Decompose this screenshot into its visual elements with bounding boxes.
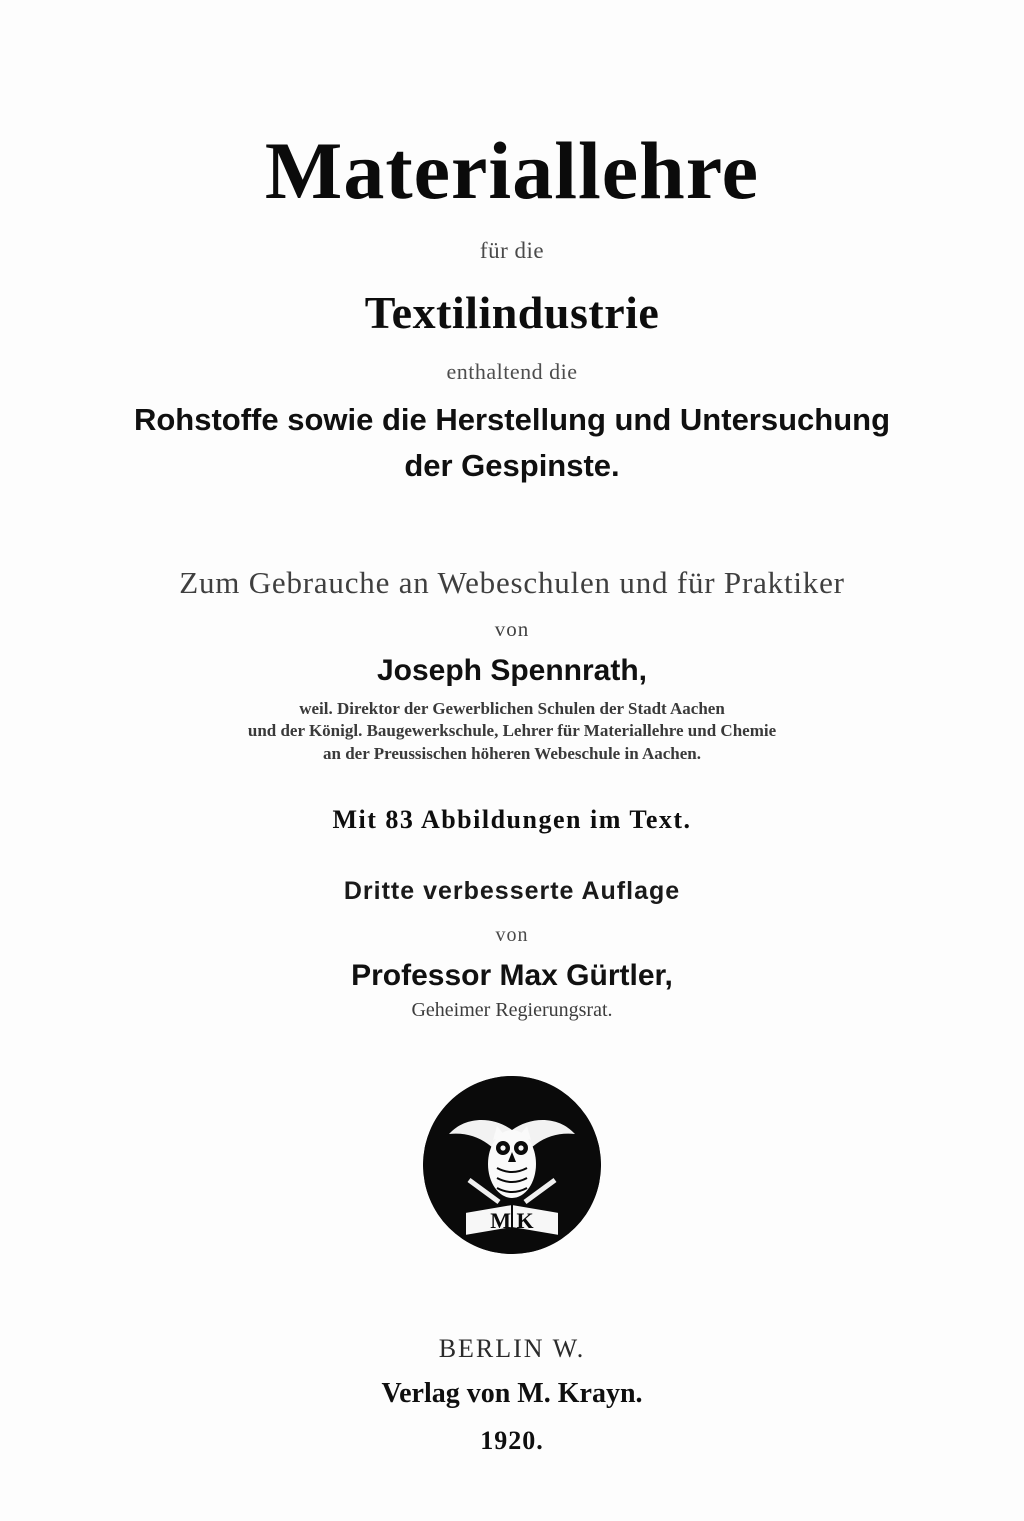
containing-line: enthaltend die [446,359,578,384]
by-label-author: von [494,616,530,641]
scope-line-2: der Gespinste. [404,447,620,483]
editor-role: Geheimer Regierungsrat. [411,999,613,1021]
owl-on-book-icon [423,1076,601,1254]
publisher-name: Verlag von M. Krayn. [381,1378,643,1409]
author-role-line-2: und der Königl. Baugewerkschule, Lehrer für Materiallehre und Chemie [247,721,777,741]
figures-note: Mit 83 Abbildungen im Text. [332,805,692,834]
editor-name: Professor Max Gürtler, [351,959,673,992]
publisher-emblem-container [0,1076,1024,1254]
publisher-city: BERLIN W. [438,1334,586,1363]
page-subtitle: Textilindustrie [364,287,660,338]
usage-line: Zum Gebrauche an Webeschulen und für Praktiker [179,564,845,600]
author-role-line-3: an der Preussischen höheren Webeschule in Aachen. [323,743,701,763]
edition-statement: Dritte verbesserte Auflage [343,877,681,905]
page-title: Materiallehre [264,125,760,216]
emblem-book-letters: M K [490,1208,534,1233]
author-name: Joseph Spennrath, [376,653,648,687]
publication-year: 1920. [480,1426,544,1455]
scope-line-1: Rohstoffe sowie die Herstellung und Untersuchung [133,402,891,437]
for-line: für die [479,238,545,263]
by-label-editor: von [495,924,529,946]
author-role-line-1: weil. Direktor der Gewerblichen Schulen der Stadt Aachen [299,698,725,718]
